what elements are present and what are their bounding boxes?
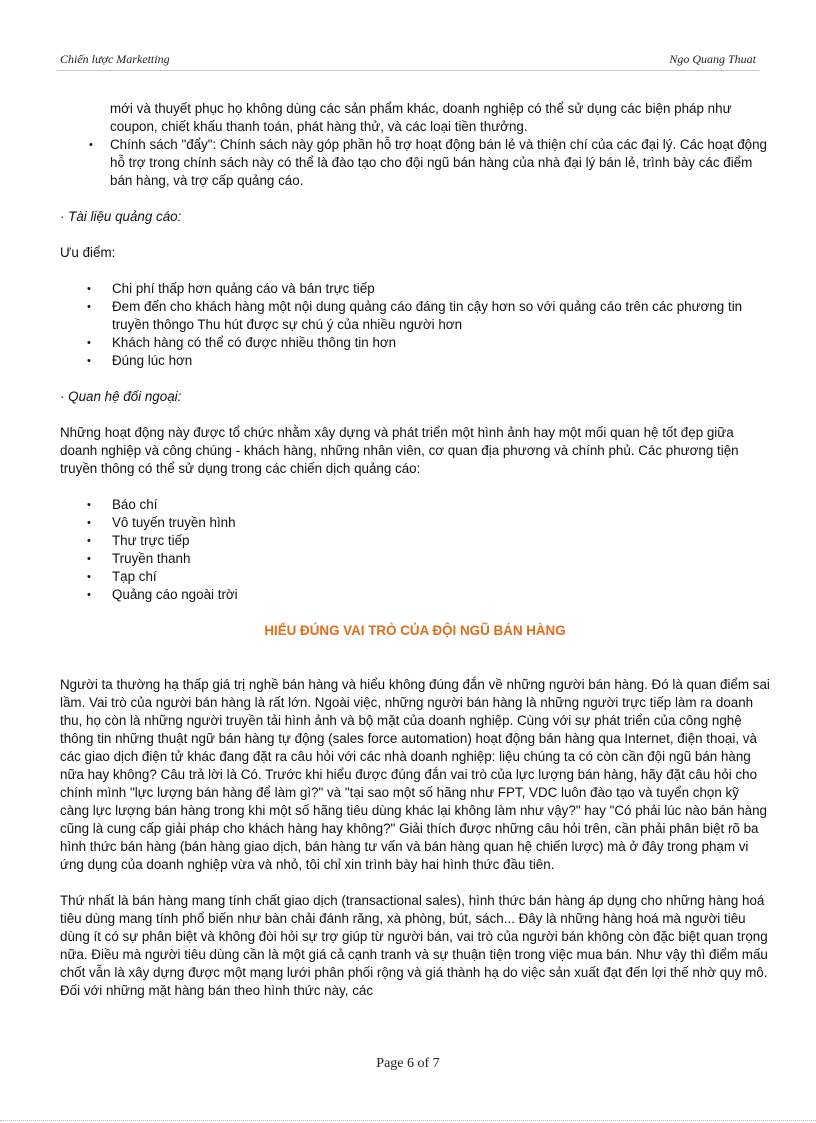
header-divider <box>57 70 759 71</box>
list-item: • Truyền thanh <box>60 550 770 568</box>
media-list <box>60 496 770 604</box>
list-item: • Chi phí thấp hơn quảng cáo và bán trực tiếp <box>60 280 770 298</box>
list-item: • Quảng cáo ngoài trời <box>60 586 770 604</box>
list-item: • Đúng lúc hơn <box>60 352 770 370</box>
header-title: Chiến lược Marketting <box>60 52 170 66</box>
page-number: Page 6 of 7 <box>376 1056 440 1071</box>
body-paragraph: Thứ nhất là bán hàng mang tính chất giao dịch (transactional sales), hình thức bán hàng áp dụng cho những hàng hoá tiêu dùng mang tính phổ biến như bàn chải đánh răng, xà phòng, bút, sách... Đây là những hàng hoá mà người tiêu dùng ít có sự phân biệt và không đòi hỏi sự trợ giúp từ người bán, vai trò của người bán không còn đặc biệt quan trọng nữa. Điều mà người tiêu dùng cần là một giá cả cạnh tranh và sự thuận tiện trong việc mua bán. Như vậy thì điểm mấu chốt vẫn là xây dựng được một mạng lưới phân phối rộng và giá thành hạ do việc sản xuất đạt đến lợi thế nhờ quy mô. Đối với những mặt hàng bán theo hình thức này, các <box>60 893 768 998</box>
section-heading-materials: · Tài liệu quảng cáo: <box>60 209 182 224</box>
list-item: • Báo chí <box>60 496 770 514</box>
header-author: Ngo Quang Thuat <box>669 52 756 66</box>
continuation-paragraph: mới và thuyết phục họ không dùng các sản phẩm khác, doanh nghiệp có thể sử dụng các biện pháp như coupon, chiết khấu thanh toán, phát hàng thử, và các loại tiền thưởng. <box>110 101 732 134</box>
section-heading-pr: · Quan hệ đối ngoại: <box>60 389 182 404</box>
list-item: • Tạp chí <box>60 568 770 586</box>
body-paragraph: Người ta thường hạ thấp giá trị nghề bán hàng và hiểu không đúng đắn về những người bán hàng. Đó là quan điểm sai lầm. Vai trò của người bán hàng là rất lớn. Ngoài việc, những người bán hàng là những người trực tiếp làm ra doanh thu, họ còn là những người truyền tải hình ảnh và bộ mặt của doanh nghiệp. Cùng với sự phát triển của công nghệ thông tin những thuật ngữ bán hàng tự động (sales force automation) hoạt động bán hàng qua Internet, điện thoại, và các giao dịch điện tử khác đang đặt ra câu hỏi với các nhà doanh nghiệp: liệu chúng ta có còn cần đội ngũ bán hàng nữa hay không? Câu trả lời là Có. Trước khi hiểu được đúng đắn vai trò của lực lượng bán hàng, hãy đặt câu hỏi cho chính mình "lực lượng bán hàng để làm gì?" và "tại sao một số hãng như FPT, VDC luôn đào tạo và tuyển chọn kỹ càng lực lượng bán hàng trong khi một số hãng tiêu dùng khác lại không làm như vậy?" hay "Có phải lúc nào bán hàng cũng là cung cấp giải pháp cho khách hàng hay không?" Giải thích được những câu hỏi trên, cần phải phân biệt rõ ba hình thức bán hàng (bán hàng giao dịch, bán hàng tư vấn và bán hàng quan hệ chiến lược) mà ở đây trong phạm vi ứng dụng của doanh nghiệp vừa và nhỏ, tôi chỉ xin trình bày hai hình thức đầu tiên. <box>60 677 770 872</box>
advantages-list <box>60 280 770 370</box>
page-content <box>60 100 770 1000</box>
list-item: • Thư trực tiếp <box>60 532 770 550</box>
advantages-label: Ưu điểm: <box>60 245 116 260</box>
push-policy-list <box>60 136 770 190</box>
list-item: • Đem đến cho khách hàng một nội dung quảng cáo đáng tin cậy hơn so với quảng cáo trên các phương tin truyền thôngo Thu hút được sự chú ý của nhiều người hơn <box>60 298 770 334</box>
list-item: • Khách hàng có thể có được nhiều thông tin hơn <box>60 334 770 352</box>
page-bottom-edge <box>0 1120 816 1121</box>
pr-paragraph: Những hoạt động này được tổ chức nhằm xây dựng và phát triển một hình ảnh hay một mối quan hệ tốt đẹp giữa doanh nghiệp và công chúng - khách hàng, những nhân viên, cơ quan địa phương và chính phủ. Các phương tiện truyền thông có thể sử dụng trong các chiến dịch quảng cáo: <box>60 425 739 476</box>
section-heading-sales-team: HIỂU ĐÚNG VAI TRÒ CỦA ĐỘI NGŨ BÁN HÀNG <box>264 623 566 638</box>
list-item: • Vô tuyến truyền hình <box>60 514 770 532</box>
list-item: • Chính sách "đẩy": Chính sách này góp phần hỗ trợ hoạt động bán lẻ và thiện chí của các đại lý. Các hoạt động hỗ trợ trong chính sách này có thể là đào tạo cho đội ngũ bán hàng của nhà đại lý bán lẻ, trình bày các điểm bán hàng, và trợ cấp quảng cáo. <box>60 136 770 190</box>
